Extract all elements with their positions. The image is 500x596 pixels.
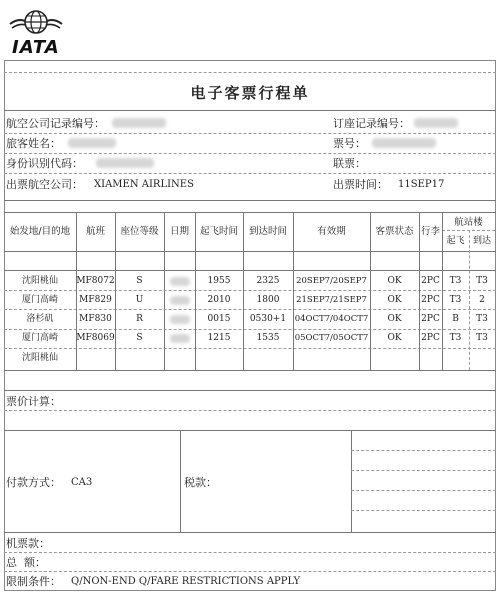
row1-arr: 2325 xyxy=(256,276,280,286)
row2-dep: 2010 xyxy=(207,295,231,305)
row2-terminal-dep: T3 xyxy=(449,295,462,305)
row3-terminal-dep: B xyxy=(452,314,459,324)
iata-logo xyxy=(8,6,64,56)
header-baggage: 行李 xyxy=(420,226,440,237)
airline-record-label: 航空公司记录编号： xyxy=(6,117,105,130)
row1-terminal-arr: T3 xyxy=(476,276,488,286)
restrictions-value: Q/NON-END Q/FARE RESTRICTIONS APPLY xyxy=(71,576,301,587)
row1-baggage: 2PC xyxy=(421,276,440,286)
airline-record-value-redacted xyxy=(112,118,166,128)
row4-validity: 05OCT7/05OCT7 xyxy=(294,333,369,343)
row4-baggage: 2PC xyxy=(421,333,440,343)
row3-validity: 04OCT7/04OCT7 xyxy=(294,314,369,324)
header-class: 座位等级 xyxy=(120,226,159,237)
row1-validity: 20SEP7/20SEP7 xyxy=(296,276,367,286)
row2-validity: 21SEP7/21SEP7 xyxy=(296,295,367,305)
header-terminal-dep: 起飞 xyxy=(446,236,465,246)
row4-terminal-dep: T3 xyxy=(449,333,462,343)
header-dep-time: 起飞时间 xyxy=(199,226,238,237)
passenger-name-redacted xyxy=(68,138,116,148)
row3-baggage: 2PC xyxy=(421,314,440,324)
row2-date-redacted xyxy=(170,296,190,305)
row1-route: 沈阳桃仙 xyxy=(21,276,58,286)
row3-date-redacted xyxy=(170,315,190,324)
header-status: 客票状态 xyxy=(375,226,414,237)
header-flight: 航班 xyxy=(85,226,105,237)
row1-class: S xyxy=(136,276,143,286)
header-date: 日期 xyxy=(169,226,189,237)
row2-class: U xyxy=(135,295,144,305)
row4-status: OK xyxy=(387,333,402,343)
row4-dep: 1215 xyxy=(207,333,231,343)
payment-method-value: CA3 xyxy=(71,477,93,488)
id-code-redacted xyxy=(96,158,154,168)
issue-time-value: 11SEP17 xyxy=(398,179,445,190)
restrictions-label: 限制条件： xyxy=(6,575,61,588)
row1-status: OK xyxy=(387,276,402,286)
document-title: 电子客票行程单 xyxy=(190,84,310,102)
fare-label: 机票款： xyxy=(6,537,50,550)
row3-arr: 0530+1 xyxy=(249,314,287,324)
row2-arr: 1800 xyxy=(256,295,280,305)
booking-record-value-redacted xyxy=(414,118,458,128)
header-arr-time: 到达时间 xyxy=(248,226,287,237)
row4-route: 厦门高崎 xyxy=(21,333,58,343)
row4-date-redacted xyxy=(170,334,190,343)
passenger-name-label: 旅客姓名： xyxy=(6,137,61,150)
contact-label: 联票： xyxy=(333,157,366,170)
final-destination: 沈阳桃仙 xyxy=(21,353,58,363)
tax-label: 税款： xyxy=(184,476,217,489)
row1-dep: 1955 xyxy=(207,276,231,286)
row2-route: 厦门高崎 xyxy=(21,295,58,305)
row1-terminal-dep: T3 xyxy=(449,276,462,286)
row1-date-redacted xyxy=(170,277,190,286)
row2-flight: MF829 xyxy=(79,295,112,305)
total-label: 总 额： xyxy=(6,556,46,569)
header-terminal: 航站楼 xyxy=(454,217,483,228)
fare-calc-label: 票价计算： xyxy=(6,395,61,408)
row3-class: R xyxy=(136,314,143,324)
issuing-airline-value: XIAMEN AIRLINES xyxy=(94,179,194,190)
header-validity: 有效期 xyxy=(317,226,346,237)
row4-flight: MF8069 xyxy=(76,333,115,343)
row1-flight: MF8072 xyxy=(76,276,115,286)
booking-record-label: 订座记录编号： xyxy=(333,117,410,130)
header-terminal-arr: 到达 xyxy=(472,236,491,246)
row2-terminal-arr: 2 xyxy=(479,295,485,305)
globe-icon xyxy=(8,6,64,38)
header-route: 始发地/目的地 xyxy=(9,226,71,237)
row3-status: OK xyxy=(387,314,402,324)
issue-time-label: 出票时间： xyxy=(333,178,388,191)
row4-terminal-arr: T3 xyxy=(476,333,488,343)
row3-dep: 0015 xyxy=(207,314,231,324)
ticket-number-label: 票号： xyxy=(333,137,366,150)
row2-status: OK xyxy=(387,295,402,305)
issuing-airline-label: 出票航空公司： xyxy=(6,178,83,191)
row4-class: S xyxy=(136,333,143,343)
iata-logo-text: IATA xyxy=(12,37,60,58)
row4-arr: 1535 xyxy=(256,333,280,343)
payment-method-label: 付款方式： xyxy=(6,476,61,489)
row2-baggage: 2PC xyxy=(421,295,440,305)
ticket-number-redacted xyxy=(372,138,436,148)
row3-route: 洛杉矶 xyxy=(26,314,54,324)
row3-terminal-arr: T3 xyxy=(476,314,488,324)
row3-flight: MF830 xyxy=(79,314,112,324)
id-code-label: 身份识别代码： xyxy=(6,157,83,170)
